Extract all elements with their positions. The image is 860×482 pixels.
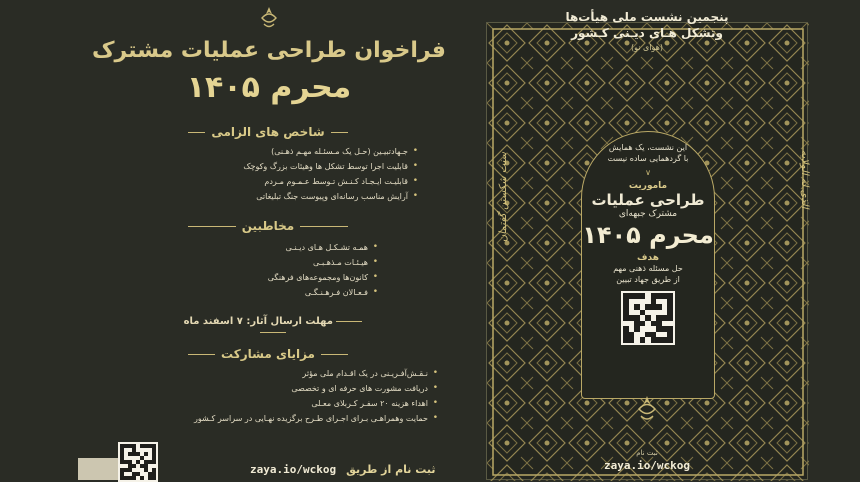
poster-top-subtitle: (هوای نو) (631, 43, 663, 52)
qr-code-strip (78, 458, 158, 480)
festival-logo-icon (635, 395, 659, 423)
section-title: مزایای مشارکت (221, 347, 315, 361)
announcement-panel (78, 0, 460, 480)
chevron-down-icon: ∨ (645, 168, 651, 177)
mission-year: محرم ۱۴۰۵ (582, 221, 714, 249)
required-list (118, 144, 418, 204)
list-item: • قابلیت اجرا توسط تشکل ها وهیئات بزرگ وکوچک (118, 159, 418, 174)
list-item: • نـقـش‌آفـریـنی در یک اقـدام ملی مؤثر (98, 366, 438, 381)
main-title: فراخوان طراحی عملیات مشترک (92, 38, 446, 63)
section-heading-audience (188, 218, 348, 234)
deadline-value: ۷ اسفند ماه (183, 316, 243, 327)
section-heading-benefits (188, 346, 348, 362)
registration-footer (78, 458, 460, 480)
qr-code-icon[interactable] (621, 291, 675, 345)
list-item: • جـهادتبیـین (حـل یک مـسئـله مهـم ذهـنی) (118, 144, 418, 159)
list-item: • کانون‌ها ومجموعه‌های فرهنگی (148, 270, 378, 285)
section-heading-required (188, 124, 348, 140)
list-item: • آرایش مناسب رسانه‌ای وپیوست جنگ تبلیغاتی (118, 189, 418, 204)
list-item: • اهداء هزینه ۲۰ سفـر کـربلای معـلی (98, 396, 438, 411)
section-title: مخاطبین (241, 219, 295, 233)
event-poster (486, 10, 808, 480)
side-calligraphy-left: سنت شکستن گفتمان (498, 151, 509, 242)
registration-label: ثبت نام از طریق (346, 462, 436, 476)
list-item: • همـه تشـکـل هـای دیـنـی (148, 240, 378, 255)
list-item: • هیـئـات مـذهـبـی (148, 255, 378, 270)
list-item: • دریافت مشورت های حرفه ای و تخصصی (98, 381, 438, 396)
poster-top-title: پنجمین نشست ملی هیأت‌ها وتشکل هـای دیـنی کـشور (565, 10, 729, 40)
mission-front: مشترک جبهه‌ای (618, 209, 678, 219)
deadline-label: مهلت ارسال آثار: (246, 316, 333, 327)
main-subtitle: محرم ۱۴۰۵ (186, 70, 352, 105)
poster-intro: این نشست، یک همایش با گردهمایی ساده نیست (607, 143, 689, 163)
side-calligraphy-right: الذی له الولایه (799, 150, 810, 209)
poster-arch-panel (581, 131, 715, 399)
list-item: • حمایت وهمراهـی بـرای اجـرای طـرح برگزیده نهـایی در سراسر کـشور (98, 411, 438, 426)
goal-label: هدف (637, 253, 659, 263)
list-item: • قابلیـت ایـجـاد کـنـش تـوسط عـمـوم مـردم (118, 174, 418, 189)
qr-code-icon[interactable] (118, 442, 158, 482)
poster-register-label: ثبت نام (636, 449, 658, 457)
poster-registration-link[interactable]: zaya.io/wckog (603, 459, 691, 472)
mission-label: ماموریت (628, 181, 668, 191)
audience-list (148, 240, 378, 300)
section-title: شاخص های الزامی (211, 125, 325, 139)
benefits-list (98, 366, 438, 426)
registration-link[interactable]: zaya.io/wckog (250, 462, 337, 476)
deadline (178, 316, 368, 338)
festival-logo-icon (258, 6, 280, 30)
list-item: • فـعـالان فـرهـنـگـی (148, 285, 378, 300)
goal-text: حل مسئله ذهنی مهم از طریق جهاد تبیین (613, 264, 683, 284)
mission-title: طراحی عملیات (591, 191, 705, 209)
